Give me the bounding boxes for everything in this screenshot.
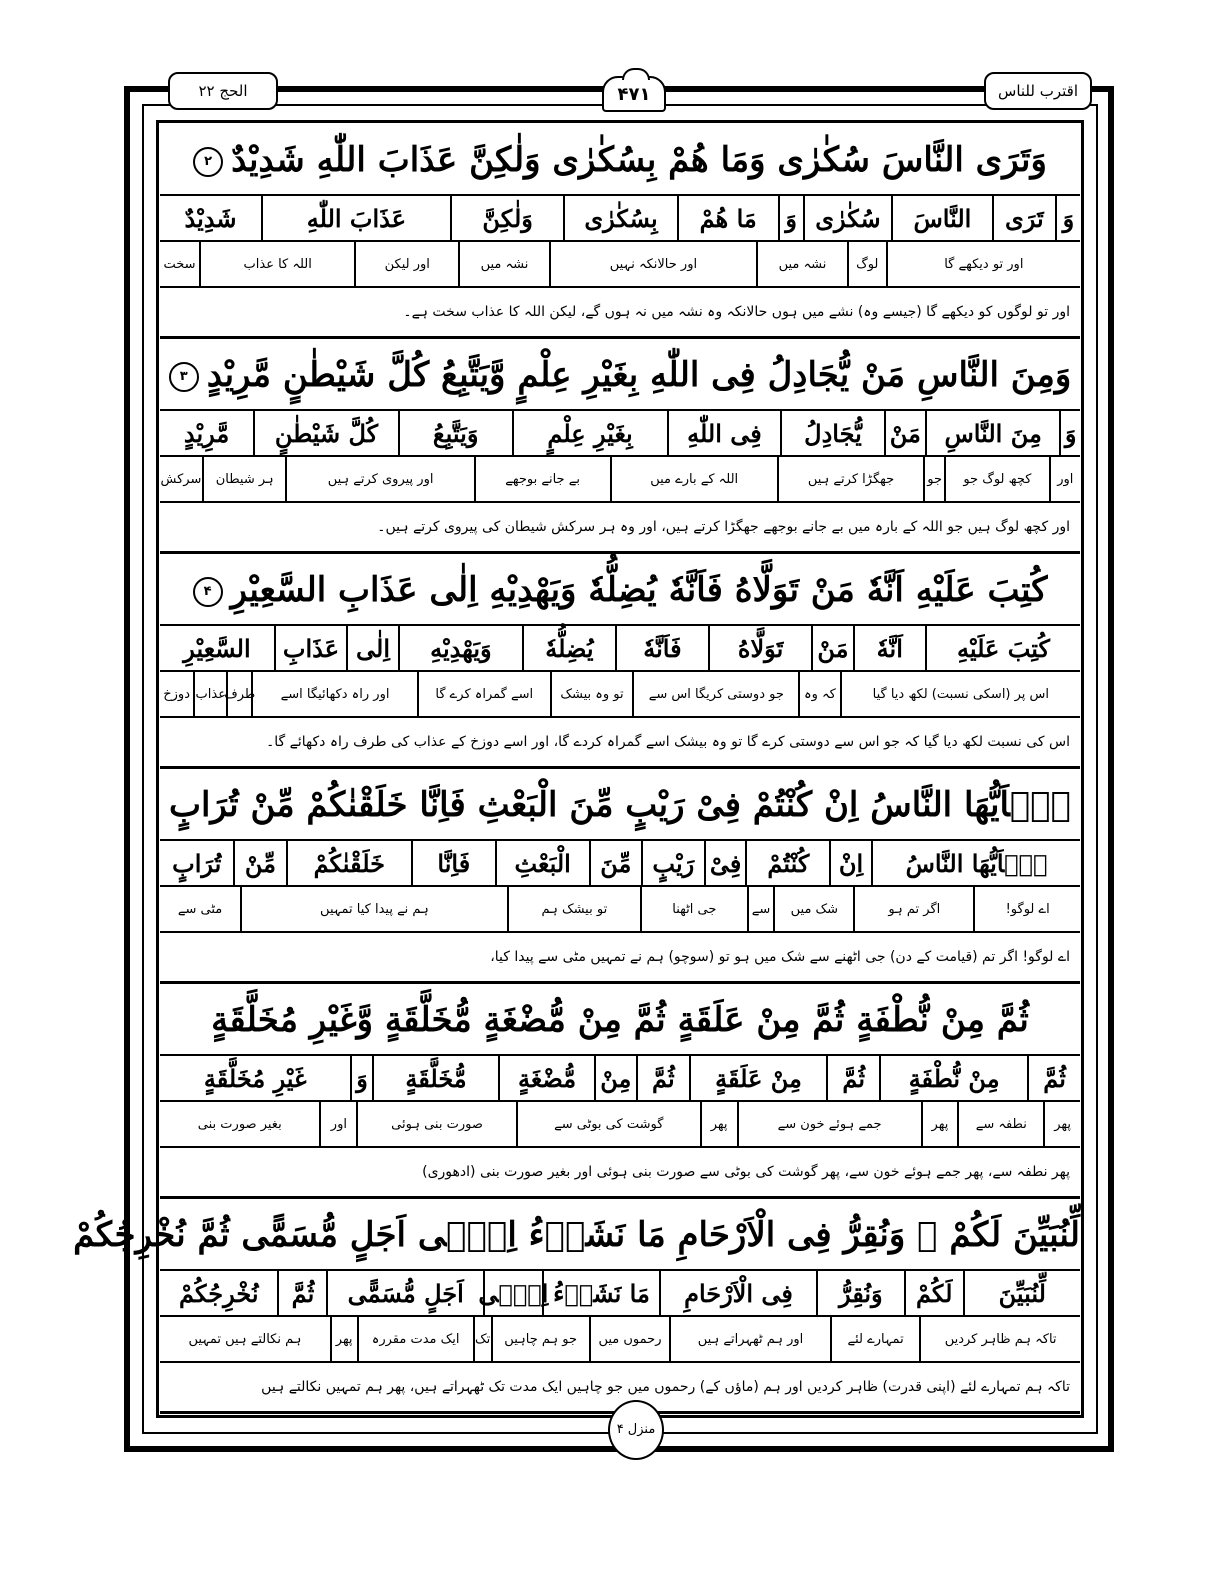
arabic-word-cell: النَّاسَ bbox=[891, 196, 992, 240]
ayah-number-marker: ۴ bbox=[193, 577, 223, 607]
urdu-meaning-cell: اگر تم ہو bbox=[853, 887, 973, 931]
urdu-meaning-cell: اس پر (اسکی نسبت) لکھ دیا گیا bbox=[840, 672, 1080, 716]
arabic-word-cell: اَنَّهٗ bbox=[853, 626, 925, 670]
arabic-word-cell: وَ bbox=[778, 196, 803, 240]
urdu-translation-line: اے لوگو! اگر تم (قیامت کے دن) جی اٹھنے سے شک میں ہو تو (سوچو) ہم نے تمہیں مٹی سے پیدا کیا، bbox=[160, 933, 1080, 984]
urdu-meaning-cell: سخت bbox=[163, 256, 196, 272]
arabic-words-row bbox=[160, 626, 1080, 672]
urdu-meaning-cell: ایک مدت مقررہ bbox=[357, 1317, 473, 1361]
ayah-line bbox=[160, 554, 1080, 626]
ayah-number-marker: ۲ bbox=[193, 147, 223, 177]
arabic-word-cell: مَنْ bbox=[884, 411, 925, 455]
urdu-meaning-cell: نطفہ سے bbox=[957, 1102, 1043, 1146]
urdu-meaning-cell: پھر bbox=[700, 1102, 737, 1146]
urdu-meaning-cell: ہم نکالتے ہیں تمہیں bbox=[188, 1331, 302, 1347]
urdu-meaning-cell: مٹی سے bbox=[177, 901, 223, 917]
urdu-meaning-cell: سے bbox=[747, 887, 774, 931]
arabic-word-cell: ثُمَّ bbox=[1027, 1056, 1080, 1100]
urdu-meaning-cell: پھر bbox=[330, 1317, 357, 1361]
ayah-line bbox=[160, 769, 1080, 841]
arabic-word-cell: غَيْرِ مُخَلَّقَةٍ bbox=[203, 1063, 307, 1093]
urdu-meaning-cell: ہر شیطان bbox=[202, 457, 286, 501]
urdu-translation-line: اور تو لوگوں کو دیکھے گا (جیسے وہ) نشے میں ہوں حالانکہ وہ نشہ میں نہ ہوں گے، لیکن اللہ کا عذاب سخت ہے۔ bbox=[160, 288, 1080, 339]
arabic-words-row bbox=[160, 411, 1080, 457]
arabic-word-cell: مُّخَلَّقَةٍ bbox=[372, 1056, 499, 1100]
urdu-meaning-cell: جی اٹھنا bbox=[640, 887, 747, 931]
urdu-meaning-cell: جو دوستی کریگا اس سے bbox=[632, 672, 798, 716]
arabic-word-cell: ثُمَّ bbox=[636, 1056, 689, 1100]
ayah-text: لِّنُبَيِّنَ لَكُمْ ۭ وَنُقِرُّ فِى الْاَرْحَامِ مَا نَشَاۤءُ اِلٰۤى اَجَلٍ مُّسَمًّى ثُمَّ نُخْرِجُكُمْ bbox=[73, 1215, 1080, 1255]
arabic-word-cell: يٰۤاَيُّهَا النَّاسُ bbox=[871, 841, 1080, 885]
arabic-word-cell: مَا نَشَاۤءُ bbox=[542, 1271, 659, 1315]
arabic-word-cell: الْبَعْثِ bbox=[495, 841, 589, 885]
arabic-word-cell: لَكُمْ bbox=[904, 1271, 963, 1315]
urdu-meaning-cell: تاکہ ہم ظاہر کردیں bbox=[919, 1317, 1080, 1361]
arabic-word-cell: كُتِبَ عَلَيْهِ bbox=[925, 626, 1080, 670]
urdu-meaning-cell: کچھ لوگ جو bbox=[944, 457, 1049, 501]
ayah-text: ثُمَّ مِنْ نُّطْفَةٍ ثُمَّ مِنْ عَلَقَةٍ ثُمَّ مِنْ مُّضْغَةٍ مُّخَلَّقَةٍ وَّغَيْرِ مُخَلَّقَةٍ bbox=[211, 1000, 1029, 1040]
arabic-word-cell: تَوَلَّاهُ bbox=[708, 626, 811, 670]
urdu-meanings-row bbox=[160, 1102, 1080, 1148]
urdu-meaning-cell: پھر bbox=[1043, 1102, 1080, 1146]
arabic-word-cell: عَذَابَ اللّٰهِ bbox=[261, 196, 450, 240]
arabic-word-cell: مِنْ عَلَقَةٍ bbox=[689, 1056, 826, 1100]
urdu-meanings-row bbox=[160, 242, 1080, 288]
arabic-word-cell: اِلٰى bbox=[346, 626, 398, 670]
arabic-words-row bbox=[160, 196, 1080, 242]
urdu-meaning-cell: جو ہم چاہیں bbox=[491, 1317, 589, 1361]
urdu-meanings-row bbox=[160, 457, 1080, 503]
arabic-word-cell: كُلَّ شَيْطٰنٍ bbox=[253, 411, 398, 455]
arabic-word-cell: مِّنَ bbox=[589, 841, 641, 885]
urdu-meaning-cell: طرف bbox=[226, 672, 251, 716]
urdu-meaning-cell: جھگڑا کرتے ہیں bbox=[777, 457, 923, 501]
arabic-word-cell: فِىْ bbox=[704, 841, 746, 885]
urdu-meaning-cell: دوزخ bbox=[163, 686, 190, 702]
arabic-word-cell: وَلٰكِنَّ bbox=[450, 196, 563, 240]
verse-block bbox=[73, 1199, 1080, 1414]
arabic-word-cell: يُضِلُّهٗ bbox=[522, 626, 615, 670]
arabic-word-cell: اَجَلٍ مُّسَمًّى bbox=[326, 1271, 483, 1315]
urdu-meaning-cell: اور bbox=[319, 1102, 356, 1146]
urdu-meaning-cell: اور ہم ٹھہراتے ہیں bbox=[669, 1317, 830, 1361]
urdu-meaning-cell: گوشت کی بوٹی سے bbox=[516, 1102, 700, 1146]
arabic-word-cell: لِّنُبَيِّنَ bbox=[963, 1271, 1080, 1315]
ayah-line bbox=[160, 984, 1080, 1056]
urdu-meanings-row bbox=[160, 672, 1080, 718]
arabic-word-cell: فِى الْاَرْحَامِ bbox=[659, 1271, 816, 1315]
urdu-meaning-cell: شک میں bbox=[773, 887, 853, 931]
urdu-meaning-cell: اور راہ دکھائیگا اسے bbox=[251, 672, 417, 716]
urdu-meaning-cell: نشہ میں bbox=[756, 242, 847, 286]
manzil-badge: منزل ۴ bbox=[608, 1400, 664, 1460]
urdu-meaning-cell: بغیر صورت بنی bbox=[197, 1116, 282, 1132]
urdu-meaning-cell: لوگ bbox=[847, 242, 886, 286]
page-number: ۴۷۱ bbox=[602, 76, 666, 112]
verse-block bbox=[160, 124, 1080, 339]
para-tab: اقترب للناس bbox=[984, 72, 1092, 110]
arabic-word-cell: مِّنْ bbox=[233, 841, 285, 885]
urdu-meaning-cell: پھر bbox=[921, 1102, 958, 1146]
arabic-word-cell: فَاَنَّهٗ bbox=[615, 626, 708, 670]
urdu-translation-line: اس کی نسبت لکھ دیا گیا کہ جو اس سے دوستی کرے گا تو وہ بیشک اسے گمراہ کردے گا، اور اسے دوزخ کے عذاب کی طرف راہ دکھائے گا۔ bbox=[160, 718, 1080, 769]
urdu-meaning-cell: اور پیروی کرتے ہیں bbox=[285, 457, 473, 501]
urdu-meaning-cell: اسے گمراہ کرے گا bbox=[417, 672, 550, 716]
ayah-line bbox=[160, 124, 1080, 196]
urdu-meaning-cell: اللہ کا عذاب bbox=[199, 242, 354, 286]
ayah-text: كُتِبَ عَلَيْهِ اَنَّهٗ مَنْ تَوَلَّاهُ فَاَنَّهٗ يُضِلُّهٗ وَيَهْدِيْهِ اِلٰى عَذَابِ السَّعِيْرِ bbox=[230, 570, 1048, 610]
arabic-word-cell: وَ bbox=[1055, 196, 1080, 240]
arabic-word-cell: مِنَ النَّاسِ bbox=[925, 411, 1059, 455]
content-area bbox=[73, 124, 1080, 1414]
urdu-meaning-cell: اے لوگو! bbox=[973, 887, 1080, 931]
arabic-word-cell: تُرَابٍ bbox=[172, 848, 222, 878]
arabic-word-cell: ثُمَّ bbox=[826, 1056, 879, 1100]
verse-block bbox=[160, 554, 1080, 769]
surah-tab: الحج ۲۲ bbox=[168, 72, 278, 110]
urdu-meaning-cell: نشہ میں bbox=[458, 242, 549, 286]
urdu-meaning-cell: تمہارے لئے bbox=[830, 1317, 919, 1361]
urdu-meaning-cell: کہ وہ bbox=[798, 672, 839, 716]
arabic-word-cell: اِنْ bbox=[829, 841, 871, 885]
arabic-word-cell: مَنْ bbox=[811, 626, 852, 670]
arabic-word-cell: وَيَهْدِيْهِ bbox=[398, 626, 522, 670]
arabic-word-cell: وَ bbox=[350, 1056, 371, 1100]
ayah-text: وَمِنَ النَّاسِ مَنْ يُّجَادِلُ فِى اللّٰهِ بِغَيْرِ عِلْمٍ وَّيَتَّبِعُ كُلَّ شَيْطٰنٍ مَّرِيْدٍ bbox=[206, 355, 1072, 395]
urdu-meaning-cell: جو bbox=[923, 457, 944, 501]
arabic-words-row bbox=[160, 1056, 1080, 1102]
ayah-line bbox=[73, 1199, 1080, 1271]
urdu-meaning-cell: جمے ہوئے خون سے bbox=[737, 1102, 921, 1146]
urdu-meaning-cell: سرکش bbox=[160, 471, 202, 487]
urdu-translation-line: تاکہ ہم تمہارے لئے (اپنی قدرت) ظاہر کردیں اور ہم (ماؤں کے) رحموں میں جو چاہیں ایک مدت تک ٹھہراتے ہیں، پھر ہم تمہیں نکالتے ہیں bbox=[160, 1363, 1080, 1414]
urdu-meaning-cell: تک bbox=[473, 1317, 491, 1361]
verse-block bbox=[160, 984, 1080, 1199]
arabic-word-cell: مِنْ نُّطْفَةٍ bbox=[879, 1056, 1027, 1100]
ayah-text: وَتَرَى النَّاسَ سُكٰرٰى وَمَا هُمْ بِسُكٰرٰى وَلٰكِنَّ عَذَابَ اللّٰهِ شَدِيْدٌ bbox=[231, 140, 1047, 180]
arabic-word-cell: مَا هُمْ bbox=[677, 196, 778, 240]
arabic-word-cell: مُّضْغَةٍ bbox=[498, 1056, 593, 1100]
arabic-word-cell: وَ bbox=[1059, 411, 1080, 455]
arabic-word-cell: خَلَقْنٰكُمْ bbox=[286, 841, 411, 885]
ayah-number-marker: ۳ bbox=[169, 362, 199, 392]
arabic-word-cell: مَّرِيْدٍ bbox=[183, 418, 230, 448]
arabic-word-cell: رَيْبٍ bbox=[641, 841, 704, 885]
urdu-meaning-cell: ہم نے پیدا کیا تمہیں bbox=[240, 887, 507, 931]
arabic-word-cell: كُنْتُمْ bbox=[745, 841, 829, 885]
arabic-word-cell: السَّعِيْرِ bbox=[183, 633, 251, 663]
urdu-meaning-cell: صورت بنی ہوئی bbox=[356, 1102, 515, 1146]
ayah-text: يٰۤاَيُّهَا النَّاسُ اِنْ كُنْتُمْ فِىْ رَيْبٍ مِّنَ الْبَعْثِ فَاِنَّا خَلَقْنٰكُمْ مِّنْ تُرَابٍ bbox=[168, 785, 1072, 825]
urdu-translation-line: اور کچھ لوگ ہیں جو اللہ کے بارہ میں بے جانے بوجھے جھگڑا کرتے ہیں، اور وہ ہر سرکش شیطان کی پیروی کرتے ہیں۔ bbox=[160, 503, 1080, 554]
arabic-word-cell: اِلٰۤى bbox=[483, 1271, 542, 1315]
arabic-words-row bbox=[160, 841, 1080, 887]
urdu-meaning-cell: رحموں میں bbox=[589, 1317, 669, 1361]
arabic-word-cell: بِسُكٰرٰى bbox=[563, 196, 676, 240]
urdu-meaning-cell: اور حالانکہ نہیں bbox=[549, 242, 756, 286]
arabic-word-cell: فَاِنَّا bbox=[411, 841, 495, 885]
arabic-word-cell: وَيَتَّبِعُ bbox=[398, 411, 512, 455]
urdu-meanings-row bbox=[160, 887, 1080, 933]
arabic-word-cell: عَذَابِ bbox=[274, 626, 346, 670]
arabic-word-cell: ثُمَّ bbox=[277, 1271, 326, 1315]
arabic-words-row bbox=[160, 1271, 1080, 1317]
urdu-meaning-cell: اللہ کے بارے میں bbox=[610, 457, 777, 501]
urdu-translation-line: پھر نطفہ سے، پھر جمے ہوئے خون سے، پھر گوشت کی بوٹی سے صورت بنی ہوئی اور بغیر صورت بنی (ادھوری) bbox=[160, 1148, 1080, 1199]
urdu-meanings-row bbox=[160, 1317, 1080, 1363]
urdu-meaning-cell: اور bbox=[1049, 457, 1080, 501]
verse-block bbox=[160, 769, 1080, 984]
urdu-meaning-cell: تو وہ بیشک bbox=[550, 672, 633, 716]
urdu-meaning-cell: تو بیشک ہم bbox=[507, 887, 640, 931]
urdu-meaning-cell: اور لیکن bbox=[354, 242, 458, 286]
arabic-word-cell: نُخْرِجُكُمْ bbox=[179, 1278, 259, 1308]
arabic-word-cell: شَدِيْدٌ bbox=[184, 203, 237, 233]
ayah-line bbox=[160, 339, 1080, 411]
arabic-word-cell: سُكٰرٰى bbox=[803, 196, 891, 240]
arabic-word-cell: يُّجَادِلُ bbox=[780, 411, 883, 455]
arabic-word-cell: وَنُقِرُّ bbox=[816, 1271, 904, 1315]
urdu-meaning-cell: اور تو دیکھے گا bbox=[886, 242, 1080, 286]
arabic-word-cell: فِى اللّٰهِ bbox=[667, 411, 781, 455]
verse-block bbox=[160, 339, 1080, 554]
urdu-meaning-cell: بے جانے بوجھے bbox=[474, 457, 610, 501]
arabic-word-cell: تَرَى bbox=[992, 196, 1055, 240]
arabic-word-cell: بِغَيْرِ عِلْمٍ bbox=[512, 411, 667, 455]
urdu-meaning-cell: عذاب bbox=[193, 672, 226, 716]
arabic-word-cell: مِنْ bbox=[594, 1056, 636, 1100]
